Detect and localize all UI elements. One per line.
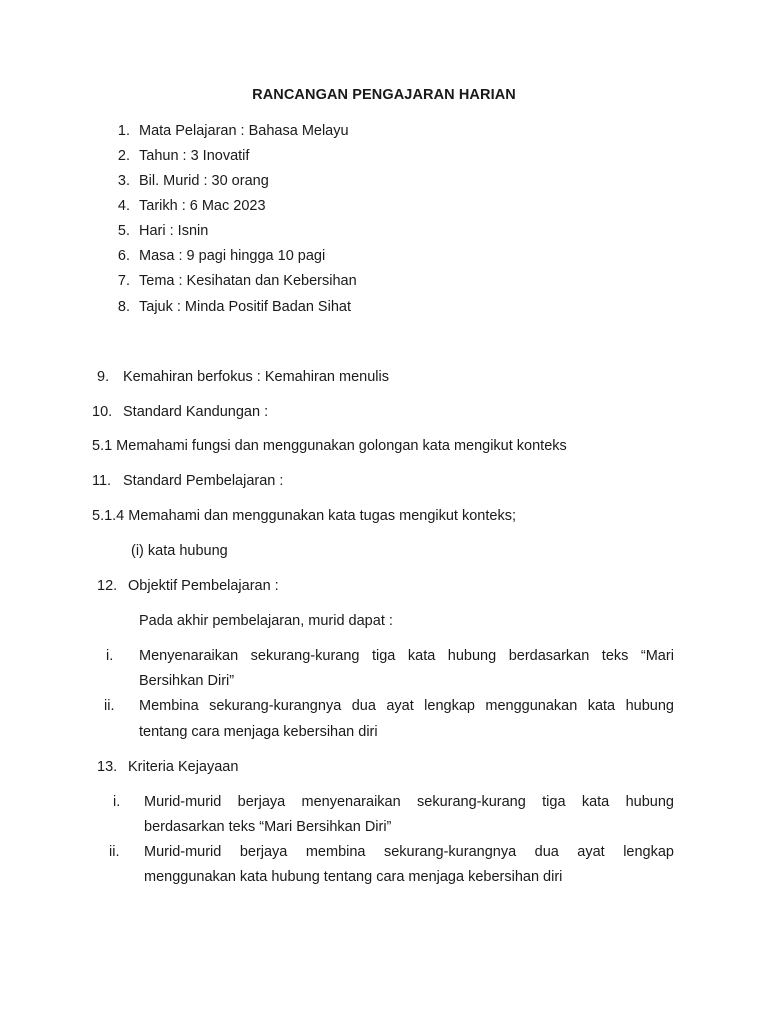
objective-line	[139, 647, 674, 665]
word: sekurang-kurang	[417, 794, 526, 810]
info-item-theme: Tema : Kesihatan dan Kebersihan	[139, 273, 357, 289]
objective-line	[139, 697, 674, 715]
learning-standard-sub: (i) kata hubung	[131, 543, 228, 559]
criteria-numeral: ii.	[109, 844, 120, 860]
word: lengkap	[623, 844, 674, 860]
item-10-content-standard-heading: Standard Kandungan :	[123, 404, 269, 420]
word: berjaya	[237, 794, 286, 810]
info-item-number: 5.	[117, 223, 130, 239]
document-title: RANCANGAN PENGAJARAN HARIAN	[252, 87, 516, 103]
criteria-line	[144, 843, 674, 861]
objective-numeral: ii.	[104, 698, 115, 714]
item-11-number: 11.	[92, 473, 112, 489]
info-item-subject: Mata Pelajaran : Bahasa Melayu	[139, 123, 349, 139]
learning-standard-text: 5.1.4 Memahami dan menggunakan kata tugas mengikut konteks;	[92, 508, 516, 524]
word: hubung	[447, 648, 497, 664]
info-item-number: 8.	[117, 299, 130, 315]
criteria-line	[144, 793, 674, 811]
word: hubung	[625, 698, 674, 714]
info-item-time: Masa : 9 pagi hingga 10 pagi	[139, 248, 326, 264]
word: Menyenaraikan	[139, 648, 239, 664]
item-9-number: 9.	[97, 369, 110, 385]
word: membina	[305, 844, 366, 860]
word: tiga	[542, 794, 566, 810]
item-13-success-criteria-heading: Kriteria Kejayaan	[128, 759, 239, 775]
word: lengkap	[424, 698, 475, 714]
info-item-year: Tahun : 3 Inovatif	[139, 148, 250, 164]
word: ayat	[577, 844, 605, 860]
objective-line-continuation: Bersihkan Diri”	[139, 673, 235, 689]
word: kata	[407, 648, 436, 664]
word: sekurang-kurangnya	[383, 844, 517, 860]
word: Membina	[139, 698, 199, 714]
word: menyenaraikan	[301, 794, 401, 810]
info-item-day: Hari : Isnin	[139, 223, 209, 239]
info-item-number: 1.	[117, 123, 130, 139]
word: berjaya	[239, 844, 288, 860]
info-item-number: 3.	[117, 173, 130, 189]
info-item-number: 2.	[117, 148, 130, 164]
word: “Mari	[640, 648, 674, 664]
info-item-number: 4.	[117, 198, 130, 214]
word: Murid-murid	[144, 844, 222, 860]
word: menggunakan	[485, 698, 578, 714]
word: ayat	[386, 698, 414, 714]
objectives-intro: Pada akhir pembelajaran, murid dapat :	[139, 613, 393, 629]
word: berdasarkan	[508, 648, 590, 664]
word: teks	[601, 648, 629, 664]
word: tiga	[371, 648, 396, 664]
item-12-number: 12.	[97, 578, 118, 594]
criteria-line-continuation: berdasarkan teks “Mari Bersihkan Diri”	[144, 819, 392, 835]
info-item-pupils: Bil. Murid : 30 orang	[139, 173, 269, 189]
word: Murid-murid	[144, 794, 222, 810]
item-9-focus-skill: Kemahiran berfokus : Kemahiran menulis	[123, 369, 389, 385]
item-12-objectives-heading: Objektif Pembelajaran :	[128, 578, 279, 594]
info-item-number: 6.	[117, 248, 130, 264]
word: dua	[534, 844, 559, 860]
objective-numeral: i.	[106, 648, 114, 664]
item-11-learning-standard-heading: Standard Pembelajaran :	[123, 473, 284, 489]
word: sekurang-kurangnya	[209, 698, 342, 714]
word: kata	[581, 794, 610, 810]
item-13-number: 13.	[97, 759, 118, 775]
info-item-topic: Tajuk : Minda Positif Badan Sihat	[139, 299, 351, 315]
word: dua	[351, 698, 376, 714]
criteria-line-continuation: menggunakan kata hubung tentang cara menjaga kebersihan diri	[144, 869, 563, 885]
info-item-number: 7.	[117, 273, 130, 289]
word: kata	[587, 698, 616, 714]
info-item-date: Tarikh : 6 Mac 2023	[139, 198, 266, 214]
criteria-numeral: i.	[113, 794, 121, 810]
objective-line-continuation: tentang cara menjaga kebersihan diri	[139, 724, 378, 740]
word: hubung	[625, 794, 674, 810]
item-10-number: 10.	[92, 404, 113, 420]
content-standard-text: 5.1 Memahami fungsi dan menggunakan golongan kata mengikut konteks	[92, 438, 567, 454]
word: sekurang-kurang	[250, 648, 360, 664]
